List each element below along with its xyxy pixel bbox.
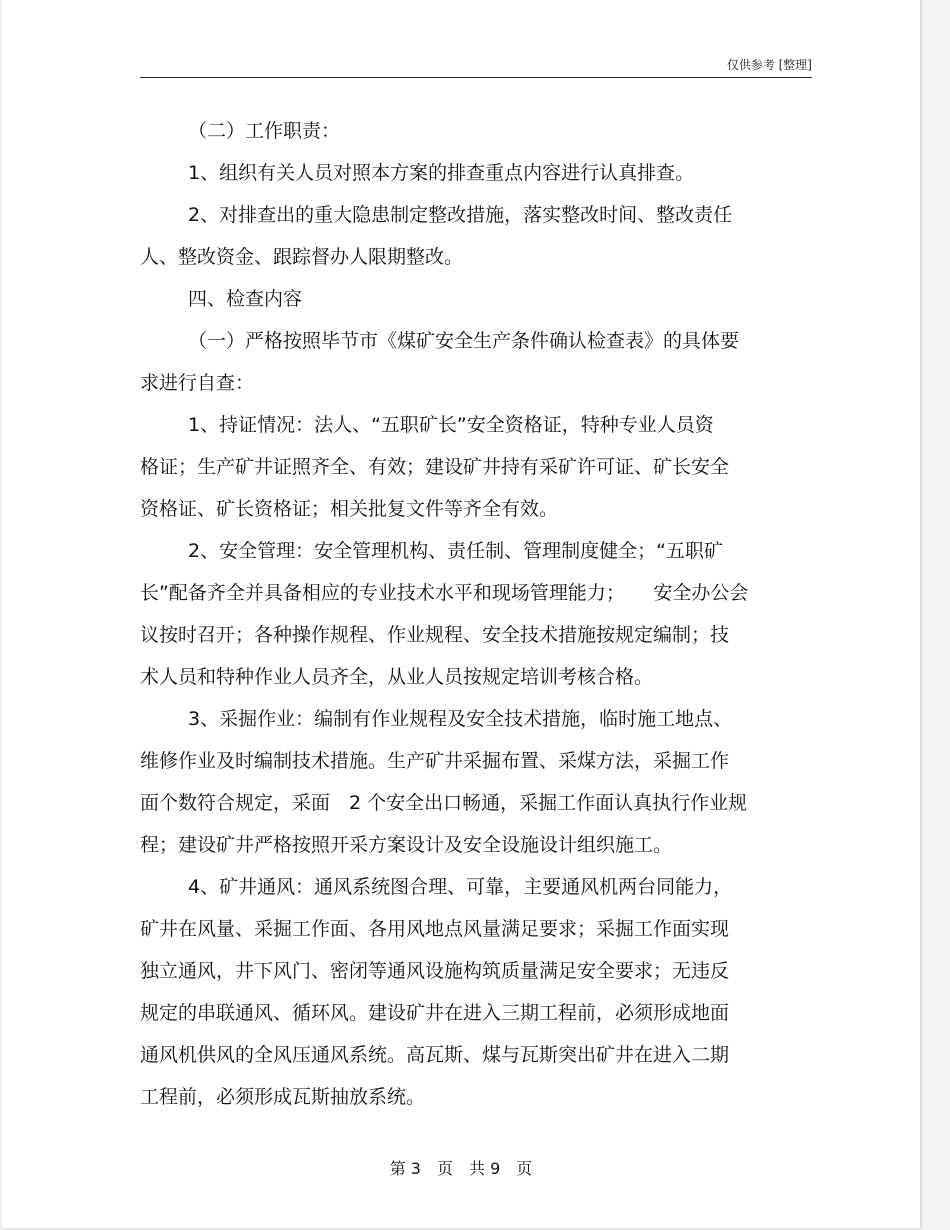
text-line: 资格证、矿长资格证；相关批复文件等齐全有效。: [140, 498, 559, 520]
text-line: 2、安全管理：安全管理机构、责任制、管理制度健全；“五职矿: [188, 540, 723, 562]
text-line: 1、持证情况：法人、“五职矿长”安全资格证，特种专业人员资: [188, 414, 714, 436]
text-line: 求进行自查：: [140, 372, 255, 394]
text-line: 长”配备齐全并具备相应的专业技术水平和现场管理能力； 安全办公会: [140, 582, 749, 604]
text-line: 程；建设矿井严格按照开采方案设计及安全设施设计组织施工。: [140, 834, 673, 856]
text-line: 矿井在风量、采掘工作面、各用风地点风量满足要求；采掘工作面实现: [140, 918, 730, 940]
text-line: 通风机供风的全风压通风系统。高瓦斯、煤与瓦斯突出矿井在进入二期: [140, 1044, 730, 1066]
text-line: 规定的串联通风、循环风。建设矿井在进入三期工程前，必须形成地面: [140, 1002, 730, 1024]
document-page: [2, 0, 920, 1228]
text-line: 3、采掘作业：编制有作业规程及安全技术措施，临时施工地点、: [188, 708, 733, 730]
text-line: 面个数符合规定，采面 2 个安全出口畅通，采掘工作面认真执行作业规: [140, 792, 748, 814]
text-line: 工程前，必须形成瓦斯抽放系统。: [140, 1086, 426, 1108]
text-line: 维修作业及时编制技术措施。生产矿井采掘布置、采煤方法，采掘工作: [140, 750, 730, 772]
text-line: 1、组织有关人员对照本方案的排查重点内容进行认真排查。: [188, 162, 695, 184]
page-header: [140, 57, 812, 78]
text-line: 独立通风，井下风门、密闭等通风设施构筑质量满足安全要求；无违反: [140, 960, 730, 982]
text-line: 术人员和特种作业人员齐全，从业人员按规定培训考核合格。: [140, 666, 654, 688]
text-line: （一）严格按照毕节市《煤矿安全生产条件确认检查表》的具体要: [188, 330, 740, 352]
body-text: [140, 110, 820, 1118]
text-line: （二）工作职责：: [188, 120, 341, 142]
text-line: 格证；生产矿井证照齐全、有效；建设矿井持有采矿许可证、矿长安全: [140, 456, 730, 478]
text-line: 4、矿井通风：通风系统图合理、可靠，主要通风机两台同能力，: [188, 876, 733, 898]
text-line: 人、整改资金、跟踪督办人限期整改。: [140, 246, 464, 268]
header-text: 仅供参考 [整理]: [726, 58, 812, 72]
page-footer: 第 3 页 共 9 页: [389, 1159, 533, 1178]
text-line: 四、检查内容: [188, 288, 303, 310]
text-line: 2、对排查出的重大隐患制定整改措施，落实整改时间、整改责任: [188, 204, 733, 226]
text-line: 议按时召开；各种操作规程、作业规程、安全技术措施按规定编制；技: [140, 624, 730, 646]
